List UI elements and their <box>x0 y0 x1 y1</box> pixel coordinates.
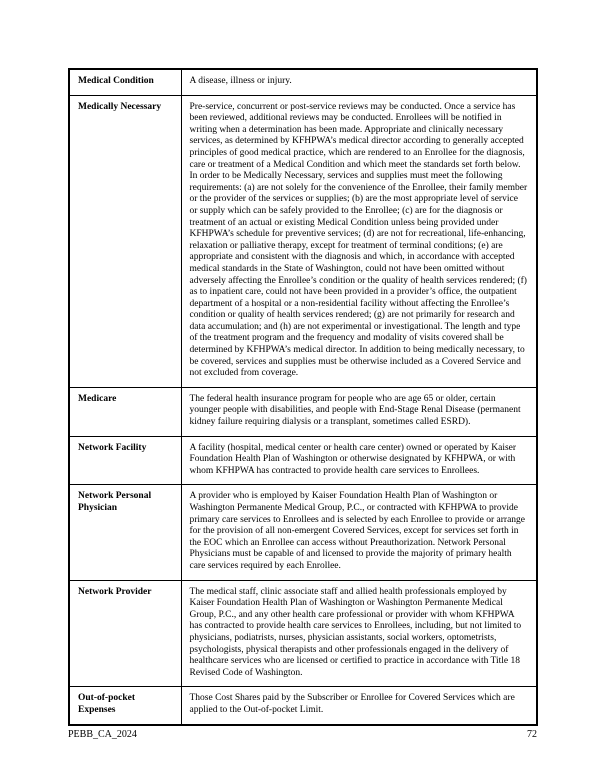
table-row <box>69 69 537 95</box>
term-cell: Medicare <box>69 387 181 436</box>
term-cell: Medically Necessary <box>69 95 181 387</box>
term-cell: Network Facility <box>69 436 181 485</box>
definition-cell: Those Cost Shares paid by the Subscriber or Enrollee for Covered Services which are applied to the Out-of-pocket Limit. <box>181 687 537 725</box>
term-cell: Network Provider <box>69 580 181 687</box>
table-row <box>69 436 537 485</box>
page-footer <box>68 729 537 741</box>
definition-cell: Pre-service, concurrent or post-service reviews may be conducted. Once a service has been reviewed, additional reviews may be conducted. Enrollees will be notified in writing when a determination has been made. Appropriate and clinically necessary services, as determined by KFHPWA’s medical director according to generally accepted principles of good medical practice, which are rendered to an Enrollee for the diagnosis, care or treatment of a Medical Condition and which meet the standards set forth below. In order to be Medically Necessary, services and supplies must meet the following requirements: (a) are not solely for the convenience of the Enrollee, their family member or the provider of the services or supplies; (b) are the most appropriate level of service or supply which can be safely provided to the Enrollee; (c) are for the diagnosis or treatment of an actual or existing Medical Condition unless being provided under KFHPWA’s schedule for preventive services; (d) are not for recreational, life-enhancing, relaxation or palliative therapy, except for treatment of terminal conditions; (e) are appropriate and consistent with the diagnosis and which, in accordance with accepted medical standards in the State of Washington, could not have been omitted without adversely affecting the Enrollee’s condition or the quality of health services rendered; (f) as to inpatient care, could not have been provided in a provider’s office, the outpatient department of a hospital or a non-residential facility without affecting the Enrollee’s condition or quality of health services rendered; (g) are not primarily for research and data accumulation; and (h) are not experimental or investigational. The length and type of the treatment program and the frequency and modality of visits covered shall be determined by KFHPWA’s medical director. In addition to being medically necessary, to be covered, services and supplies must be otherwise included as a Covered Service and not excluded from coverage. <box>181 95 537 387</box>
definition-cell: A disease, illness or injury. <box>181 69 537 95</box>
definition-cell: A provider who is employed by Kaiser Foundation Health Plan of Washington or Washington Permanente Medical Group, P.C., or contracted with KFHPWA to provide primary care services to Enrollees and is selected by each Enrollee to provide or arrange for the provision of all non-emergent Covered Services, except for services set forth in the EOC which an Enrollee can access without Preauthorization. Network Personal Physicians must be capable of and licensed to provide the majority of primary health care services required by each Enrollee. <box>181 485 537 580</box>
definition-cell: The medical staff, clinic associate staff and allied health professionals employed by Kaiser Foundation Health Plan of Washington or Washington Permanente Medical Group, P.C., and any other health care professional or provider with whom KFHPWA has contracted to provide health care services to Enrollees, including, but not limited to physicians, podiatrists, nurses, physician assistants, social workers, optometrists, psychologists, physical therapists and other professionals engaged in the delivery of healthcare services who are licensed or certified to practice in accordance with Title 18 Revised Code of Washington. <box>181 580 537 687</box>
table-row <box>69 485 537 580</box>
definition-cell: The federal health insurance program for people who are age 65 or older, certain younger people with disabilities, and people with End-Stage Renal Disease (permanent kidney failure requiring dialysis or a transplant, sometimes called ESRD). <box>181 387 537 436</box>
term-cell: Network Personal Physician <box>69 485 181 580</box>
definitions-table <box>68 68 538 726</box>
term-cell: Out-of-pocket Expenses <box>69 687 181 725</box>
table-row <box>69 95 537 387</box>
table-row <box>69 580 537 687</box>
footer-page-number: 72 <box>527 729 537 740</box>
footer-document-id: PEBB_CA_2024 <box>68 729 137 740</box>
term-cell: Medical Condition <box>69 69 181 95</box>
table-row <box>69 387 537 436</box>
definition-cell: A facility (hospital, medical center or health care center) owned or operated by Kaiser Foundation Health Plan of Washington or otherwise designated by KFHPWA, or with whom KFHPWA has contracted to provide health care services to Enrollees. <box>181 436 537 485</box>
table-row <box>69 687 537 725</box>
